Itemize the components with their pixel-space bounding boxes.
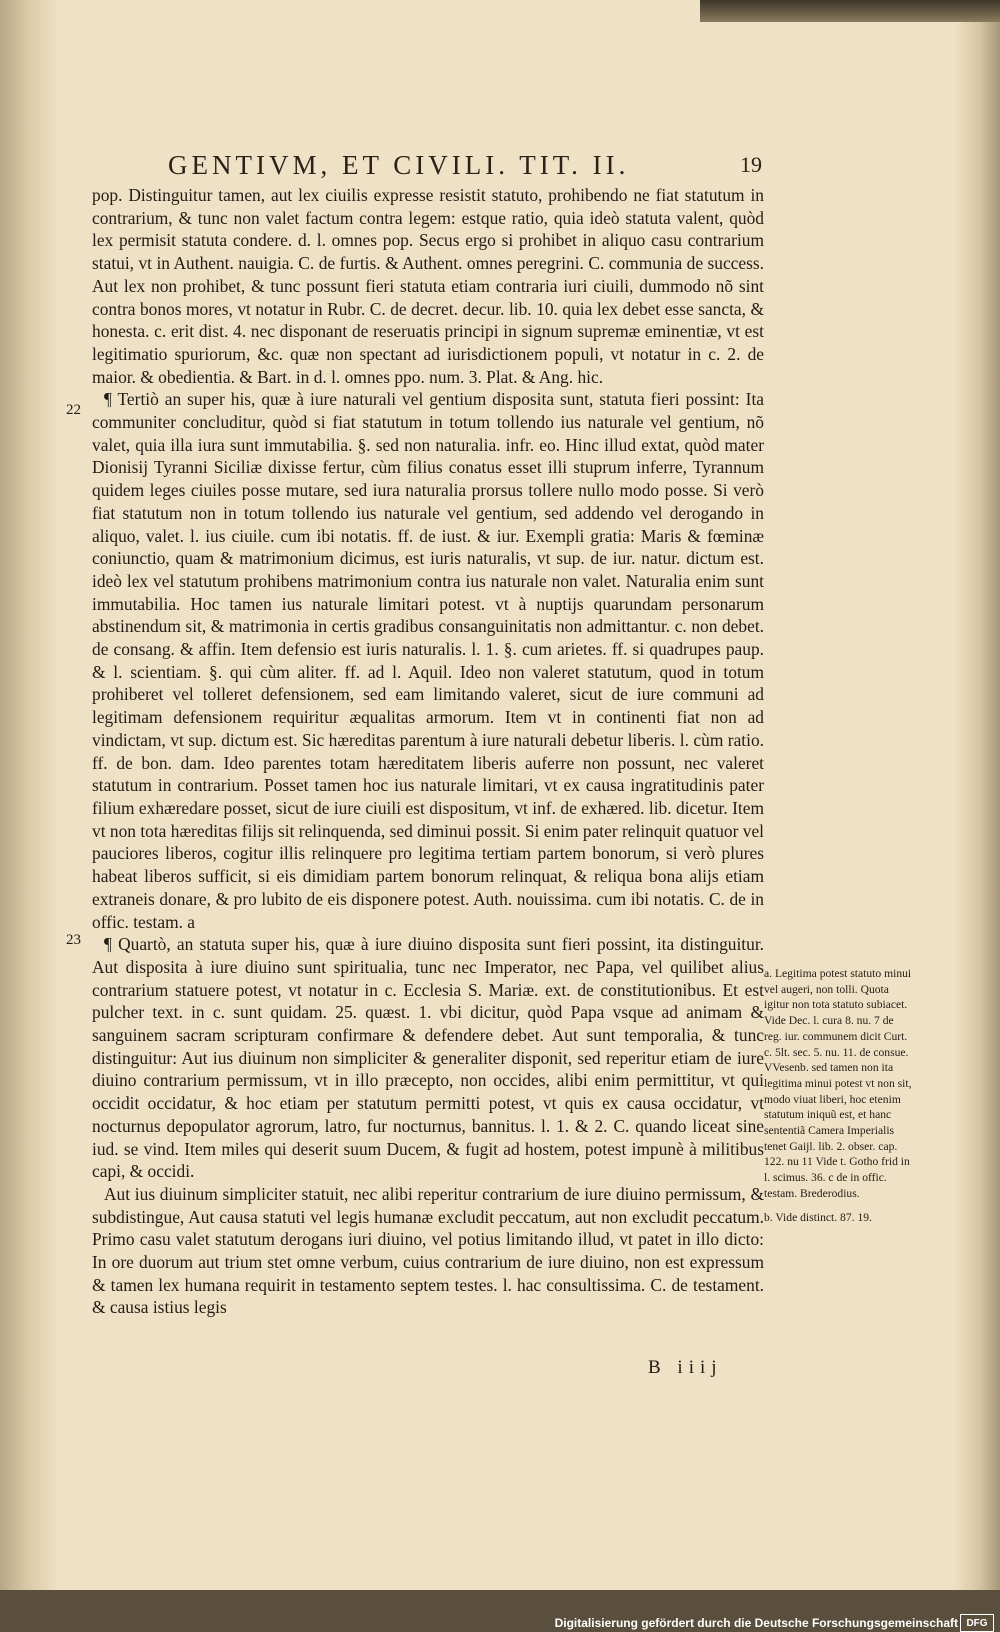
signature-mark: B iiij bbox=[648, 1357, 723, 1378]
footer-text: Digitalisierung gefördert durch die Deutsche Forschungsgemeinschaft bbox=[554, 1616, 958, 1630]
page-fore-edge bbox=[954, 0, 1000, 1590]
page-number: 19 bbox=[740, 152, 762, 177]
side-notes bbox=[764, 966, 914, 1233]
paragraph: ¶ Quartò, an statuta super his, quæ à iure diuino disposita sunt fieri possint, ita distinguitur. Aut disposita à iure diuino sunt spiritualia, tunc nec Imperator, nec Papa, vel quilibet alius contrarium statuere potest, vt notatur in c. Ecclesia S. Mariæ. ext. de constitutionibus. Et est pulcher text. in c. sunt quidam. 25. quæst. 1. vbi dicitur, quòd Papa vsque ad animam & sanguinem sacram scripturam confirmare & defendere debet. Aut sunt temporalia, & tunc distinguitur: Aut ius diuinum non simpliciter & generaliter disponit, sed reperitur etiam de iure diuino contrarium permissum, vt in illo præcepto, non occides, alibi enim permittitur, vt qui occidit occidatur, & hoc etiam per statutum permitti potest, vt quis ex causa occidatur, vt nocturnus depopulator agrorum, latro, fur nocturnus, bannitus. l. 1. & 2. C. quando liceat sine iud. se vind. Item miles qui deserit suum Ducem, & fugit ad hostem, potest impunè à militibus capi, & occidi. bbox=[92, 934, 764, 1182]
book-gutter bbox=[0, 0, 58, 1590]
margin-number: 22 bbox=[66, 402, 81, 418]
side-note: a. Legitima potest statuto minui vel augeri, non tolli. Quota igitur non tota statuto subiacet. Vide Dec. l. cura 8. nu. 7 de reg. iur. communem dicit Curt. c. 5lt. sec. 5. nu. 11. de consue. VVesenb. sed tamen non ita legitima minui potest vt non sit, modo viuat liberi, hoc etenim statutum iniquũ est, et hanc sententiã Camera Imperialis tenet Gaijl. lib. 2. obser. cap. 122. nu 11 Vide t. Gotho frid in l. scimus. 36. c de in offic. testam. Brederodius. bbox=[764, 967, 912, 1200]
paragraph: pop. Distinguitur tamen, aut lex ciuilis expresse resistit statuto, prohibendo ne fiat statutum in contrarium, & tunc non valet factum contra legem: estque ratio, quia ideò statuta valent, quòd lex permisit statuta condere. d. l. omnes pop. Secus ergo si prohibet in aliquo casu contrarium statui, vt in Authent. nauigia. C. de furtis. & Authent. omnes peregrini. C. communia de success. Aut lex non prohibet, & tunc possunt fieri statuta etiam contraria iuri ciuili, dummodo nõ sint contra bonos mores, vt notatur in Rubr. C. de decret. decur. lib. 10. quia lex debet esse sancta, & honesta. c. erit dist. 4. nec disponant de reseruatis principi in signum supremæ eminentiæ, vt est legitimatio spuriorum, &c. quæ non spectant ad iurisdictionem populi, vt notatur in c. 2. de maior. & obedientia. & Bart. in d. l. omnes ppo. num. 3. Plat. & Ang. hic. bbox=[92, 185, 764, 387]
paragraph: Aut ius diuinum simpliciter statuit, nec alibi reperitur contrarium de iure diuino permissum, & subdistingue, Aut causa statuti vel legis humanæ excludit peccatum, aut non excludit peccatum. Primo casu valet statutum derogans iuri diuino, vel potius limitando illud, vt patet in illo dicto: In ore duorum aut trium stet omne verbum, cuius contrarium de iure diuino, non est expressum & tamen lex humana requirit in testamento septem testes. l. hac consultissima. C. de testament. & causa istius legis bbox=[92, 1183, 764, 1318]
dfg-logo-icon: DFG bbox=[960, 1614, 994, 1632]
book-top-edge bbox=[700, 0, 1000, 22]
running-title: GENTIVM, ET CIVILI. TIT. II. bbox=[168, 150, 630, 180]
side-note: b. Vide distinct. 87. 19. bbox=[764, 1210, 872, 1224]
paragraph: ¶ Tertiò an super his, quæ à iure naturali vel gentium disposita sunt, statuta fieri possint: Ita communiter concluditur, quòd si fiat statutum in totum tollendo ius naturale vel gentium, nõ valet, quia illa iura sunt immutabilia. §. sed non naturalia. infr. eo. Hinc illud extat, quòd mater Dionisij Tyranni Siciliæ dixisse fertur, cùm filius conatus esset illi stuprum inferre, Tyrannum quidem leges ciuiles posse mutare, sed iura naturalia prorsus tollere nullo modo posse. Si verò fiat statutum non in totum tollendo ius naturale vel gentium, sed addendo vel derogando in aliquo, valet. l. ius ciuile. cum ibi notatis. ff. de iust. & iur. Exempli gratia: Maris & fœminæ coniunctio, quam & matrimonium dicimus, est iuris naturalis, vt sup. de iur. natur. dictum est. ideò lex vel statutum prohibens matrimonium contra ius naturale non valet. Naturalia enim sunt immutabilia. Hoc tamen ius naturale limitari potest. vt à nuptijs quarundam personarum abstinendum sit, & matrimonia in certis gradibus consanguinitatis non admittantur. c. non debet. de consang. & affin. Item defensio est iuris naturalis. l. 1. §. cum arietes. ff. si quadrupes paup. & l. scientiam. §. qui cùm aliter. ff. ad l. Aquil. Ideo non valeret statutum, quod in totum prohiberet vel tolleret defensionem, sed eam limitando valeret, sicut de iure communi ad legitimam defensionem requiritur æqualitas armorum. Item vt in continenti fiat non ad vindictam, vt sup. dictum est. Sic hæreditas parentum à iure naturali debetur liberis. l. cùm ratio. ff. de bon. dam. Ideo parentes totam hæreditatem liberis auferre non possunt, nec valeret statutum in contrarium. Posset tamen hoc ius naturale limitari, vt ex causa ingratitudinis pater filium exhæredare posset, sicut de iure ciuili est dispositum, vt inf. de exhæred. lib. dicetur. Item vt non tota hæreditas filijs sit relinquenda, sed diminui possit. Si enim pater relinquit quatuor vel pauciores liberos, cogitur illis relinquere pro legitima tertiam partem bonorum, si verò plures habeat liberos sufficit, si eis dimidiam partem bonorum relinquat, & reliqua bona alijs etiam extraneis donare, & pro lubito de eis disponere potest. Auth. nouissima. cum ibi notatis. C. de in offic. testam. a bbox=[92, 389, 764, 932]
margin-number: 23 bbox=[66, 932, 81, 948]
main-text-block bbox=[92, 184, 764, 1319]
